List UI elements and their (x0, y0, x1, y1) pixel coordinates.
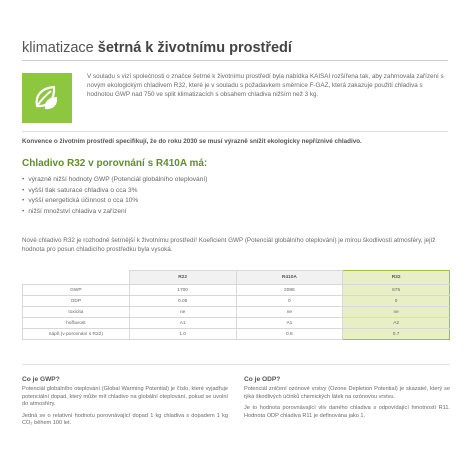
table-cell: 0.7 (343, 329, 450, 340)
table-cell: ne (236, 307, 343, 318)
leaf-icon (22, 73, 72, 123)
table-cell: 675 (343, 285, 450, 296)
title-underline (22, 60, 448, 61)
table-row (23, 307, 450, 318)
table-row (23, 285, 450, 296)
table-cell: A2 (343, 318, 450, 329)
gwp-question: Co je GWP? (22, 376, 60, 383)
table-cell: GWP (23, 285, 130, 296)
table-header-r22: R22 (129, 271, 236, 285)
advantages-list (22, 175, 207, 217)
gwp-paragraph: Potenciál globálního oteplování (Global Warming Potential) je číslo, které vyjadřuje potenciální dopad, který může mít chladivo na globální oteplování, pokud se uvolní do atmosféry. (22, 386, 228, 408)
odp-explainer (244, 376, 450, 424)
list-item: • nižší množství chladiva v zařízení (22, 207, 207, 218)
comparison-title: Chladivo R32 v porovnání s R410A má: (22, 158, 208, 169)
table-header-r32: R32 (343, 271, 450, 285)
table-cell: 2088 (236, 285, 343, 296)
table-cell: 1700 (129, 285, 236, 296)
gwp-explainer (22, 376, 228, 432)
odp-paragraph: Potenciál zničení ozónové vrstvy (Ozone Depletion Potential) je skazatel, který se týká škodlivých účinků chemických látek na ozónovou vrstvu. (244, 386, 450, 400)
intro-text: V souladu s vizí společnosti o značce šetrné k životnímu prostředí byla nabídka KAISAI rozšířena tak, aby zahrnovala zařízení s novým ekologickým chladivem R32, které je v souladu s požadavkem směrnice F-GAZ, která zakazuje použití chladiva s hodnotou GWP nad 750 ve split klimatizacích s obsahem chladiva nižším než 3 kg. (87, 73, 444, 98)
list-item: • výrazně nižší hodnoty GWP (Potenciál globálního oteplování) (22, 175, 207, 186)
convention-text: Konvence o životním prostředí specifikují, že do roku 2030 se musí výrazně snížit ekologicky nepříznivé chladivo. (22, 138, 362, 145)
odp-paragraph: Je to hodnota porovnávající vliv daného chladiva s odpovídající hmotností R11. Hodnota ODP chladiva R11 je definována jako 1. (244, 405, 450, 419)
refrigerant-comparison-table (22, 270, 450, 340)
section-divider (22, 364, 450, 365)
r32-note: Nové chladivo R32 je rozhodně šetrnější k životnímu prostředí! Koeficient GWP (Potenciál globálního oteplování) je mírou škodlivosti atmosféry, jejíž hodnota pro posun chladicího prostředku byla vysoká. (22, 237, 436, 253)
table-cell: nápň (v porovnání s R22) (23, 329, 130, 340)
title-light: klimatizace (22, 40, 94, 56)
table-cell: 0.8 (236, 329, 343, 340)
list-item: • vyšší energetická účinnost o cca 10% (22, 196, 207, 207)
table-cell: A1 (129, 318, 236, 329)
table-cell: A1 (236, 318, 343, 329)
odp-question: Co je ODP? (244, 376, 281, 383)
gwp-paragraph: Jedná se o relativní hodnotu porovnávající dopad 1 kg chladiva s dopadem 1 kg CO₂ během 100 let. (22, 412, 228, 427)
table-cell: toxicita (23, 307, 130, 318)
page-title (22, 40, 292, 56)
table-row (23, 329, 450, 340)
table-cell: ODP (23, 296, 130, 307)
table-cell: 0.05 (129, 296, 236, 307)
table-cell: ne (343, 307, 450, 318)
table-header-r410a: R410A (236, 271, 343, 285)
table-header-blank (23, 271, 130, 285)
table-row (23, 318, 450, 329)
table-cell: hořlavost (23, 318, 130, 329)
list-item: • vyšší tlak saturace chladiva o cca 3% (22, 186, 207, 197)
table-cell: 0 (343, 296, 450, 307)
table-cell: ne (129, 307, 236, 318)
intro-divider (22, 131, 448, 132)
table-header-row (23, 271, 450, 285)
table-cell: 1.0 (129, 329, 236, 340)
title-bold: šetrná k životnímu prostředí (97, 40, 292, 56)
table-cell: 0 (236, 296, 343, 307)
table-row (23, 296, 450, 307)
